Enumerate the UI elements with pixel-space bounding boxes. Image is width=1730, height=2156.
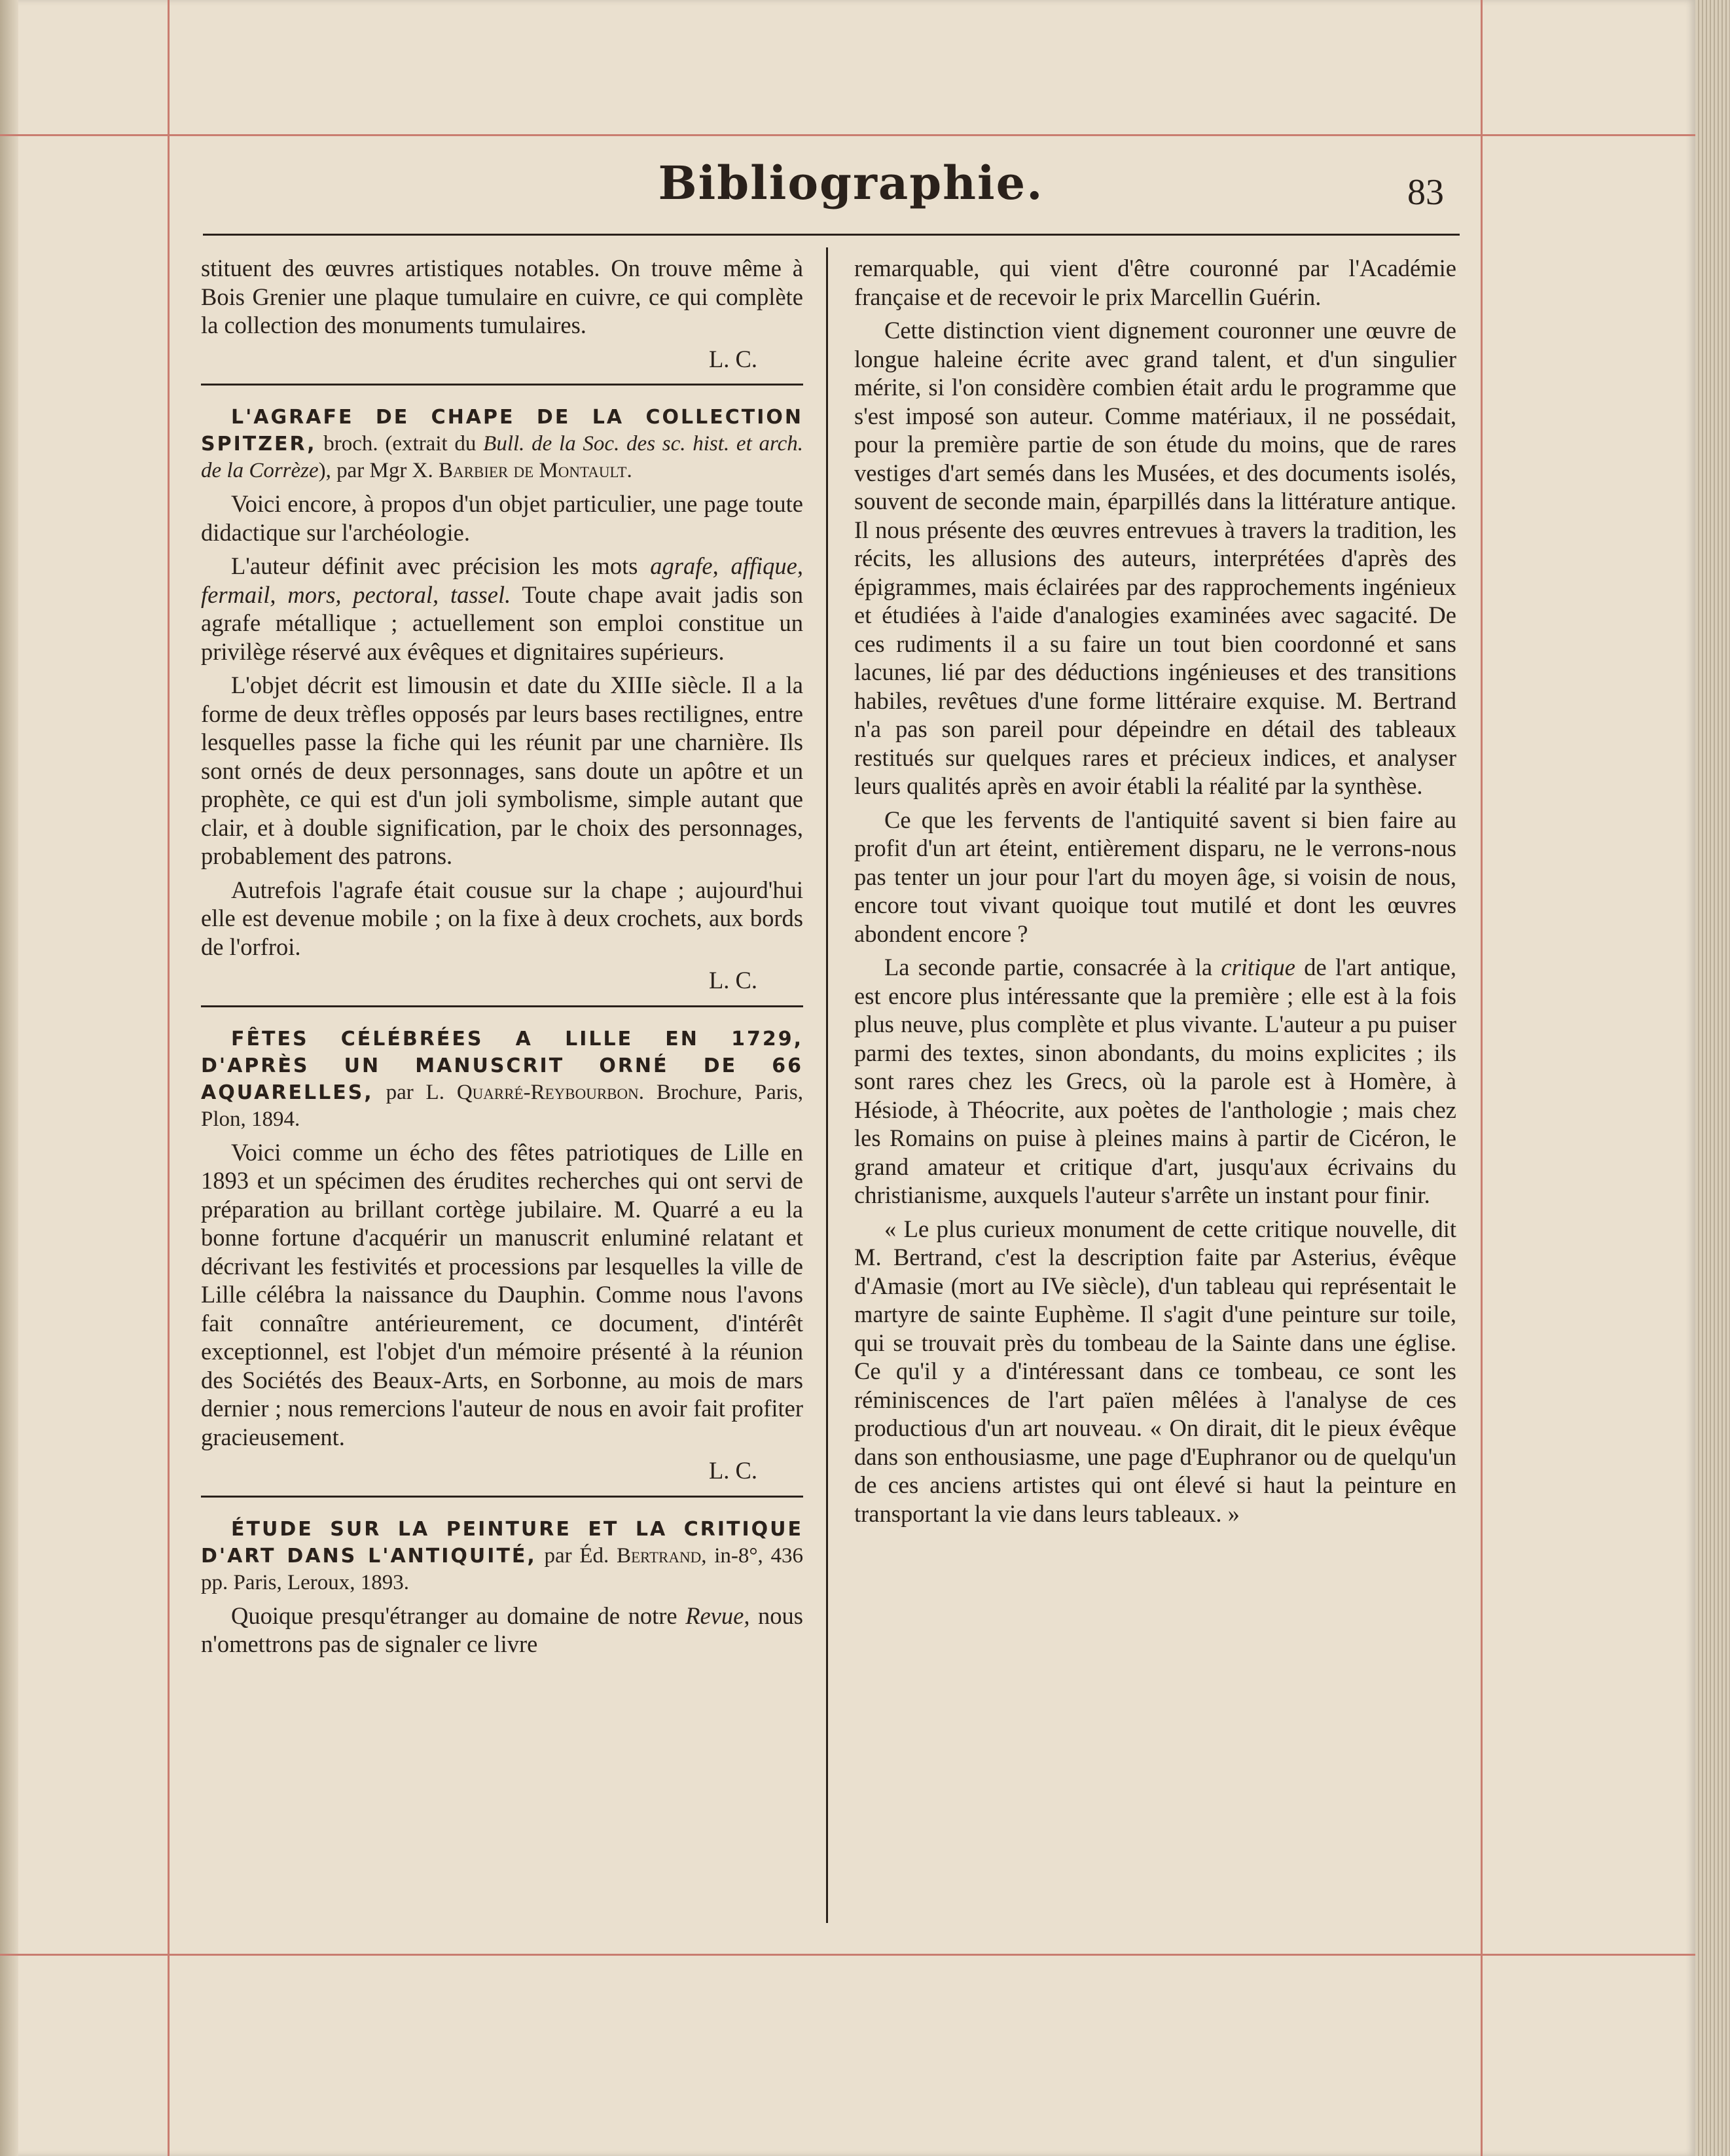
page-number: 83 <box>1407 172 1444 213</box>
author-name: Barbier de Montault. <box>438 459 632 482</box>
paragraph: remarquable, qui vient d'être couronné par l'Académie française et de recevoir le prix Marcellin Guérin. <box>854 255 1456 310</box>
entry-title: ÉTUDE SUR LA PEINTURE ET LA CRITIQUE D'ART DANS L'ANTIQUITÉ, <box>201 1517 803 1568</box>
frame-rule-left <box>168 0 170 2156</box>
paragraph: Autrefois l'agrafe était cousue sur la chape ; aujourd'hui elle est devenue mobile ; on la fixe à deux crochets, aux bords de l'orfroi. <box>201 876 803 960</box>
paragraph: Ce que les fervents de l'antiquité savent si bien faire au profit d'un art éteint, entièrement disparu, ne le verrons-nous pas tenter un jour pour l'art du moyen âge, si voisin de nous, encore tout vivant quoique tout mutilé et dont les œuvres abondent encore ? <box>854 806 1456 947</box>
paragraph: Cette distinction vient dignement couronner une œuvre de longue haleine écrite avec grand talent, et d'un singulier mérite, si l'on considère combien était ardu le programme que s'est imposé son auteur. Comme matériaux, il ne possédait, pour la première partie de son étude du moins, que de rares vestiges d'art semés dans les Musées, et des documents isolés, souvent de seconde main, éparpillés dans la littérature antique. Il nous présente des œuvres entrevues à travers la tradition, les récits, les allusions des auteurs, interprétées d'après des épigrammes, mais éclairées par des rapprochements ingénieux et étudiées à l'aide d'analogies examinées avec sagacité. De ces rudiments il a su faire un tout bien coordonné et sans lacunes, lié par des déductions ingénieuses et des transitions habiles, revêtues d'une forme littéraire exquise. M. Bertrand n'a pas son pareil pour dépeindre en détail des tableaux restitués sur quelques rares et précieux indices, et analyser leurs qualités après en avoir établi la réalité par la synthèse. <box>854 317 1456 799</box>
frame-rule-top <box>0 134 1695 136</box>
page-edge <box>1695 0 1730 2156</box>
entry-title: L'AGRAFE DE CHAPE DE LA COLLECTION SPITZER, <box>201 406 803 456</box>
signature: L. C. <box>708 967 757 994</box>
paragraph: Quoique presqu'étranger au domaine de notre Revue, nous n'omettrons pas de signaler ce livre <box>201 1602 803 1657</box>
header-rule <box>203 234 1460 236</box>
frame-rule-bottom <box>0 1954 1695 1956</box>
signature: L. C. <box>708 1457 757 1484</box>
author-name: Quarré-Reybourbon. <box>456 1080 644 1104</box>
entry-heading: L'AGRAFE DE CHAPE DE LA COLLECTION SPITZER, broch. (extrait du Bull. de la Soc. des sc. hist. et arch. de la Corrèze), par Mgr X. Barbier de Montault. <box>201 406 803 482</box>
paragraph: stituent des œuvres artistiques notables. On trouve même à Bois Grenier une plaque tumulaire en cuivre, ce qui complète la collection des monuments tumulaires. <box>201 255 803 338</box>
paragraph: L'objet décrit est limousin et date du XIIIe siècle. Il a la forme de deux trèfles opposés par leurs bases rectilignes, entre lesquelles passe la fiche qui les réunit par une charnière. Ils sont ornés de deux personnages, sans doute un apôtre et un prophète, ce qui est d'un joli symbolisme, simple autant que clair, et à double signification, par le choix des personnages, probablement des patrons. <box>201 672 803 869</box>
paragraph: Voici encore, à propos d'un objet particulier, une page toute didactique sur l'archéologie. <box>201 490 803 546</box>
entry-heading: FÊTES CÉLÉBRÉES A LILLE EN 1729, D'APRÈS UN MANUSCRIT ORNÉ DE 66 AQUARELLES, par L. Quarré-Reybourbon. Brochure, Paris, Plon, 1894. <box>201 1027 803 1131</box>
page-spine <box>0 0 18 2156</box>
column-separator <box>826 247 828 1923</box>
signature: L. C. <box>708 345 757 372</box>
paragraph: Voici comme un écho des fêtes patriotiques de Lille en 1893 et un spécimen des érudites recherches qui ont servi de préparation au brillant cortège jubilaire. M. Quarré a eu la bonne fortune d'acquérir un manuscrit enluminé relatant et décrivant les festivités et processions par lesquelles la ville de Lille célébra la naissance du Dauphin. Comme nous l'avons fait connaître antérieurement, ce document, d'intérêt exceptionnel, est l'objet d'un mémoire présenté à la réunion des Sociétés des Beaux-Arts, en Sorbonne, au mois de mars dernier ; nous remercions l'auteur de nous en avoir fait profiter gracieusement. <box>201 1138 803 1450</box>
entry-separator <box>201 384 803 386</box>
entry-heading: ÉTUDE SUR LA PEINTURE ET LA CRITIQUE D'ART DANS L'ANTIQUITÉ, par Éd. Bertrand, in-8°, 436 pp. Paris, Leroux, 1893. <box>201 1517 804 1594</box>
paragraph: La seconde partie, consacrée à la critique de l'art antique, est encore plus intéressante que la première ; elle est à la fois plus neuve, plus complète et plus vivante. L'auteur a pu puiser parmi des textes, sinon abondants, du moins explicites ; ils sont rares chez les Grecs, où la parole est à Homère, à Hésiode, à Théocrite, aux poètes de l'anthologie ; mais chez les Romains on puise à pleines mains à partir de Cicéron, le grand amateur et critique d'art, jusqu'aux écrivains du christianisme, auxquels l'auteur s'arrête un instant pour finir. <box>854 954 1456 1208</box>
page-title: Bibliographie. <box>658 156 1044 210</box>
frame-rule-right <box>1481 0 1483 2156</box>
left-column <box>201 254 803 1664</box>
paragraph: L'auteur définit avec précision les mots agrafe, affique, fermail, mors, pectoral, tassel. Toute chape avait jadis son agrafe métallique ; actuellement son emploi constitue un privilège réservé aux évêques et dignitaires supérieurs. <box>201 552 803 665</box>
entry-separator <box>201 1496 803 1498</box>
entry-title: FÊTES CÉLÉBRÉES A LILLE EN 1729, D'APRÈS UN MANUSCRIT ORNÉ DE 66 AQUARELLES, <box>201 1027 803 1104</box>
paragraph: « Le plus curieux monument de cette critique nouvelle, dit M. Bertrand, c'est la description faite par Asterius, évêque d'Amasie (mort au IVe siècle), d'un tableau qui représentait le martyre de sainte Euphème. Il s'agit d'une peinture sur toile, qui se trouvait près du tombeau de la Sainte dans une église. Ce qu'il y a d'intéressant dans ce tombeau, ce sont les réminiscences de l'art païen mêlées à l'analyse de ces productious d'un art nouveau. « On dirait, dit le pieux évêque dans son enthousiasme, une page d'Euphranor ou de quelqu'un de ces anciens artistes qui ont élevé si haut la peinture en transportant la vie dans leurs tableaux. » <box>854 1215 1456 1527</box>
right-column <box>854 254 1456 1533</box>
entry-separator <box>201 1005 803 1007</box>
author-name: Bertrand, <box>616 1543 707 1568</box>
